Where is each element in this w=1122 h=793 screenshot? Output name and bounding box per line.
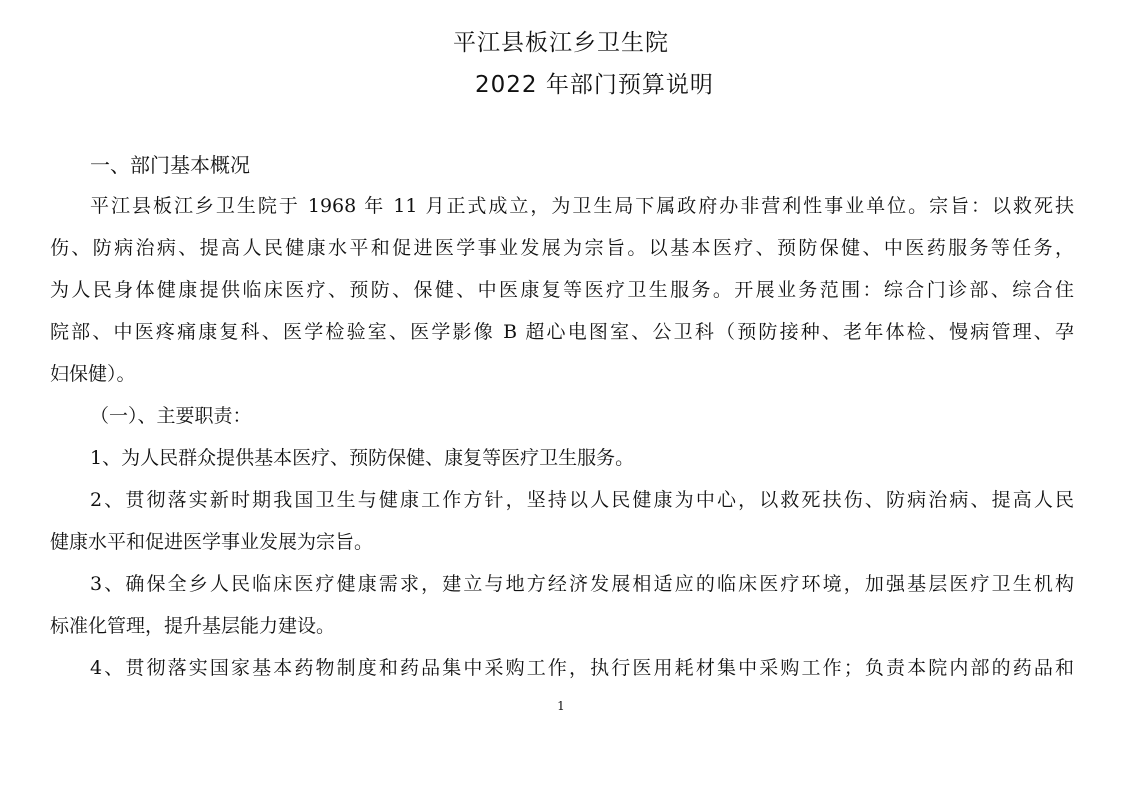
document-body — [50, 185, 1074, 689]
paragraph-line: 平江县板江乡卫生院于 1968 年 11 月正式成立，为卫生局下属政府办非营利性事业单位。宗旨：以救死扶 — [90, 195, 1074, 217]
page-number: 1 — [557, 699, 565, 713]
paragraph-line: 伤、防病治病、提高人民健康水平和促进医学事业发展为宗旨。以基本医疗、预防保健、中医药服务等任务， — [50, 237, 1074, 259]
subsection-heading: （一）、主要职责： — [90, 405, 252, 427]
section-heading: 一、部门基本概况 — [90, 153, 250, 177]
document-title: 平江县板江乡卫生院 — [453, 30, 669, 56]
paragraph-line: 为人民身体健康提供临床医疗、预防、保健、中医康复等医疗卫生服务。开展业务范围：综合门诊部、综合住 — [50, 279, 1074, 301]
list-item: 1、为人民群众提供基本医疗、预防保健、康复等医疗卫生服务。 — [90, 447, 635, 469]
list-item-continuation: 标准化管理，提升基层能力建设。 — [50, 615, 336, 637]
list-item: 3、确保全乡人民临床医疗健康需求，建立与地方经济发展相适应的临床医疗环境，加强基层医疗卫生机构 — [90, 573, 1074, 595]
document-subtitle: 2022 年部门预算说明 — [475, 72, 714, 98]
list-item: 4、贯彻落实国家基本药物制度和药品集中采购工作，执行医用耗材集中采购工作；负责本院内部的药品和 — [90, 657, 1074, 679]
list-item: 2、贯彻落实新时期我国卫生与健康工作方针，坚持以人民健康为中心，以救死扶伤、防病治病、提高人民 — [90, 489, 1074, 511]
paragraph-line: 妇保健）。 — [50, 363, 136, 385]
paragraph-line: 院部、中医疼痛康复科、医学检验室、医学影像 B 超心电图室、公卫科（预防接种、老年体检、慢病管理、孕 — [50, 321, 1074, 343]
list-item-continuation: 健康水平和促进医学事业发展为宗旨。 — [50, 531, 374, 553]
